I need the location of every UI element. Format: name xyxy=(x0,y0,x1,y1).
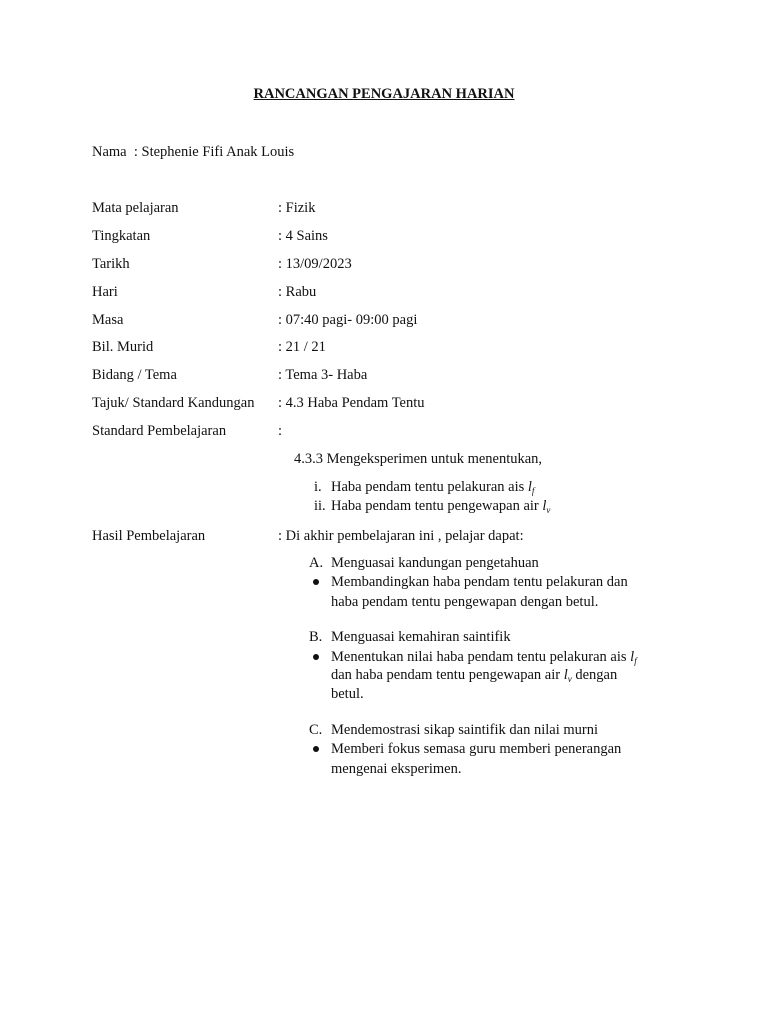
field-label-students: Bil. Murid xyxy=(92,339,154,355)
field-label-learning-standard: Standard Pembelajaran xyxy=(92,423,227,439)
standard-item-text: Haba pendam tentu pelakuran ais xyxy=(331,479,525,495)
bullet-line xyxy=(331,666,617,688)
field-label-subject: Mata pelajaran xyxy=(92,200,179,216)
variable-subscript: v xyxy=(567,674,572,684)
bullet-line: haba pendam tentu pengewapan dengan betul. xyxy=(331,594,599,610)
standard-item-text: Haba pendam tentu pengewapan air xyxy=(331,498,539,514)
field-label-form: Tingkatan xyxy=(92,228,151,244)
name-label: Nama xyxy=(92,144,127,160)
variable-symbol: l xyxy=(542,498,547,514)
field-value-learning-standard: : xyxy=(278,423,283,439)
document-title: RANCANGAN PENGAJARAN HARIAN xyxy=(253,86,515,102)
field-value-subject: : Fizik xyxy=(278,200,316,216)
bullet-text: Menentukan nilai haba pendam tentu pelakuran ais xyxy=(331,649,627,665)
section-heading: Menguasai kemahiran saintifik xyxy=(331,629,511,645)
field-label-theme: Bidang / Tema xyxy=(92,367,177,383)
field-value-time: : 07:40 pagi- 09:00 pagi xyxy=(278,312,418,328)
variable-subscript: f xyxy=(531,486,535,496)
field-value-form: : 4 Sains xyxy=(278,228,328,244)
section-letter: A. xyxy=(309,555,324,571)
section-heading: Mendemostrasi sikap saintifik dan nilai murni xyxy=(331,722,598,738)
field-value-date: : 13/09/2023 xyxy=(278,256,352,272)
bullet-text: dengan xyxy=(575,667,618,683)
standard-item-marker: i. xyxy=(314,479,322,495)
bullet-line: mengenai eksperimen. xyxy=(331,761,462,777)
field-value-topic: : 4.3 Haba Pendam Tentu xyxy=(278,395,425,411)
field-label-topic: Tajuk/ Standard Kandungan xyxy=(92,395,255,411)
field-value-theme: : Tema 3- Haba xyxy=(278,367,368,383)
field-label-date: Tarikh xyxy=(92,256,130,272)
name-row xyxy=(92,143,294,161)
variable-subscript: v xyxy=(546,505,551,515)
bullet-dot xyxy=(313,579,319,585)
variable-symbol: l xyxy=(563,667,568,683)
standard-heading: 4.3.3 Mengeksperimen untuk menentukan, xyxy=(294,451,543,467)
standard-item xyxy=(331,497,550,519)
field-value-students: : 21 / 21 xyxy=(278,339,326,355)
field-value-day: : Rabu xyxy=(278,284,317,300)
name-value: : Stephenie Fifi Anak Louis xyxy=(133,144,295,160)
variable-symbol: l xyxy=(630,649,635,665)
variable-subscript: f xyxy=(634,656,637,666)
section-letter: C. xyxy=(309,722,323,738)
bullet-line: betul. xyxy=(331,686,364,702)
standard-item-marker: ii. xyxy=(314,498,326,514)
variable-symbol: l xyxy=(527,479,532,495)
field-label-day: Hari xyxy=(92,284,118,300)
bullet-line: Memberi fokus semasa guru memberi penerangan xyxy=(331,741,622,757)
bullet-text: dan haba pendam tentu pengewapan air xyxy=(331,667,561,683)
outcome-label: Hasil Pembelajaran xyxy=(92,528,206,544)
bullet-dot xyxy=(313,654,319,660)
field-label-time: Masa xyxy=(92,312,124,328)
section-letter: B. xyxy=(309,629,323,645)
section-heading: Menguasai kandungan pengetahuan xyxy=(331,555,539,571)
outcome-intro: : Di akhir pembelajaran ini , pelajar dapat: xyxy=(278,528,524,544)
bullet-line: Membandingkan haba pendam tentu pelakuran dan xyxy=(331,574,628,590)
bullet-dot xyxy=(313,746,319,752)
